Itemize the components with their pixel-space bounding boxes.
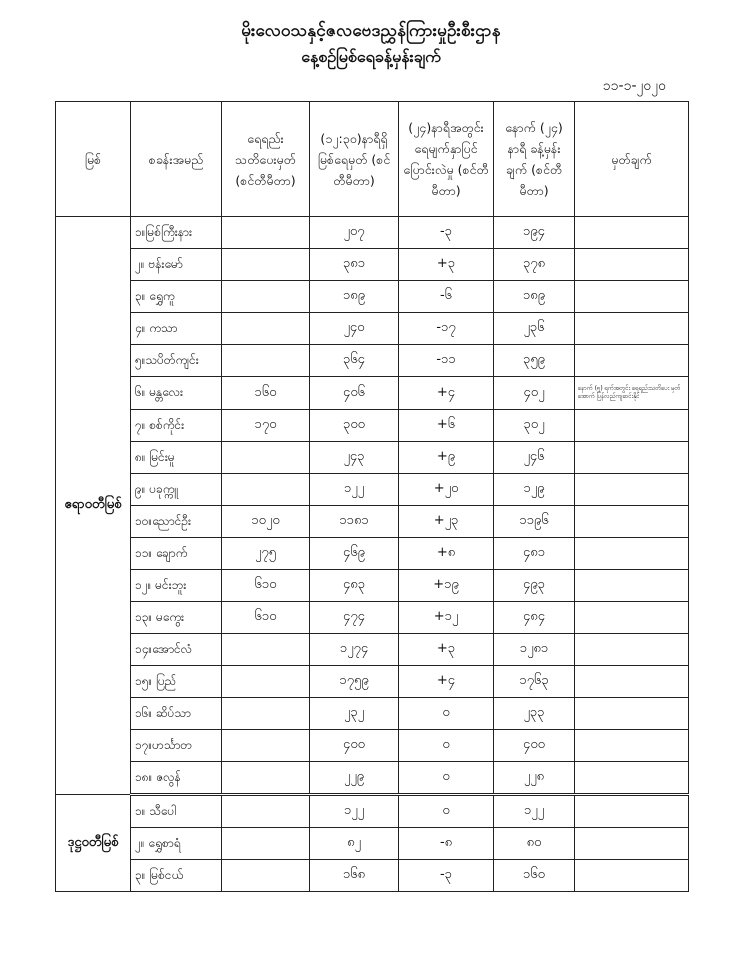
forecast-cell: ၃၀၂ [494,410,575,442]
danger-level-cell [222,860,310,892]
change-cell: ၀ [399,795,494,828]
danger-level-cell: ၁၀၂၀ [222,506,310,538]
water-level-cell: ၂၂၉ [310,762,399,795]
remark-cell [575,345,689,377]
water-level-cell: ၁၂၇၄ [310,634,399,666]
station-name-cell: ၁၅။ ပြည် [131,666,222,698]
table-row [56,602,689,634]
forecast-cell: ၃၅၉ [494,345,575,377]
forecast-cell: ၄၀၀ [494,730,575,762]
forecast-cell: ၈၀ [494,828,575,860]
station-name-cell: ၂။ ဗန်းမော် [131,249,222,281]
water-level-cell: ၂၃၂ [310,698,399,730]
danger-level-cell: ၆၁၀ [222,602,310,634]
change-cell: +၁၉ [399,570,494,602]
remark-cell: နောက် (၅) ရက်အတွင်း ရေရည်းသတိပေး မှတ်အောက် ပြန်လည်ကျဆင်းနိုင် [575,377,689,410]
forecast-cell: ၁၂၉ [494,474,575,506]
danger-level-cell [222,345,310,377]
table-row [56,249,689,281]
table-row [56,538,689,570]
remark-cell [575,570,689,602]
water-level-cell: ၄၈၃ [310,570,399,602]
report-subtitle: နေ့စဉ်မြစ်ရေခန့်မှန်းချက် [301,47,441,66]
station-name-cell: ၁၈။ ဇလွန် [131,762,222,795]
table-row [56,377,689,410]
danger-level-cell [222,281,310,313]
forecast-cell: ၁၁၉၆ [494,506,575,538]
water-level-cell: ၁၈၉ [310,281,399,313]
water-level-cell: ၃၆၄ [310,345,399,377]
water-level-cell: ၁၁၈၁ [310,506,399,538]
change-cell: +၂၃ [399,506,494,538]
header-river: မြစ် [56,102,131,217]
report-date: ၁၁-၁-၂၀၂၀ [602,78,666,94]
change-cell: +၄ [399,377,494,410]
river-group-name: ဒုဋ္ဌဝတီမြစ် [56,795,131,892]
danger-level-cell [222,698,310,730]
table-row [56,313,689,345]
danger-level-cell [222,313,310,345]
change-cell: +၉ [399,442,494,474]
forecast-cell: ၁၂၂ [494,795,575,828]
danger-level-cell [222,474,310,506]
change-cell: +၈ [399,538,494,570]
danger-level-cell: ၆၁၀ [222,570,310,602]
station-name-cell: ၁။ သီပေါ [131,795,222,828]
table-row [56,345,689,377]
water-level-cell: ၄၀၀ [310,730,399,762]
change-cell: +၃ [399,249,494,281]
table-row [56,828,689,860]
remark-cell [575,828,689,860]
change-cell: -၈ [399,828,494,860]
table-row [56,281,689,313]
remark-cell [575,666,689,698]
table-row [56,730,689,762]
danger-level-cell [222,730,310,762]
change-cell: ၀ [399,762,494,795]
water-level-cell: ၁၂၂ [310,795,399,828]
remark-cell [575,410,689,442]
danger-level-cell [222,442,310,474]
station-name-cell: ၈။ မြင်းမူ [131,442,222,474]
header-station: စခန်းအမည် [131,102,222,217]
change-cell: -၃ [399,217,494,249]
change-cell: -၃ [399,860,494,892]
change-cell: +၁၂ [399,602,494,634]
water-level-cell: ၈၂ [310,828,399,860]
forecast-cell: ၂၂၈ [494,762,575,795]
remark-cell [575,281,689,313]
water-level-cell: ၁၂၂ [310,474,399,506]
water-level-cell: ၄၀၆ [310,377,399,410]
forecast-cell: ၁၉၄ [494,217,575,249]
station-name-cell: ၁၄။အောင်လံ [131,634,222,666]
water-level-cell: ၃၀၀ [310,410,399,442]
table-row [56,795,689,828]
table-row [56,666,689,698]
table-row [56,442,689,474]
danger-level-cell [222,666,310,698]
water-level-cell: ၂၄၀ [310,313,399,345]
remark-cell [575,506,689,538]
change-cell: -၁၇ [399,313,494,345]
change-cell: +၄ [399,666,494,698]
header-forecast: နောက် (၂၄) နာရီ ခန့်မှန်းချက် (စင်တီမီတာ) [494,102,575,217]
table-row [56,698,689,730]
remark-cell [575,313,689,345]
danger-level-cell [222,828,310,860]
station-name-cell: ၆။ မန္တလေး [131,377,222,410]
water-level-cell: ၁၇၅၉ [310,666,399,698]
table-header-row [56,102,689,217]
station-name-cell: ၁၀။ညောင်ဦး [131,506,222,538]
remark-cell [575,795,689,828]
station-name-cell: ၉။ ပခုက္ကူ [131,474,222,506]
remark-cell [575,730,689,762]
table-row [56,860,689,892]
station-name-cell: ၄။ ကသာ [131,313,222,345]
water-level-cell: ၂၄၃ [310,442,399,474]
station-name-cell: ၅။သပိတ်ကျင်း [131,345,222,377]
station-name-cell: ၁၁။ ချောက် [131,538,222,570]
station-name-cell: ၇။ စစ်ကိုင်း [131,410,222,442]
change-cell: +၃ [399,634,494,666]
table-row [56,634,689,666]
river-forecast-table [55,101,689,892]
danger-level-cell [222,217,310,249]
change-cell: -၆ [399,281,494,313]
danger-level-cell [222,634,310,666]
forecast-cell: ၂၄၆ [494,442,575,474]
header-water-level: (၁၂:၃၀)နာရီရှိ မြစ်ရေမှတ် (စင်တီမီတာ) [310,102,399,217]
forecast-cell: ၃၇၈ [494,249,575,281]
water-level-cell: ၃၈၁ [310,249,399,281]
table-body [56,217,689,892]
station-name-cell: ၁၃။ မကွေး [131,602,222,634]
header-danger-level: ရေရည်း သတိပေးမှတ် (စင်တီမီတာ) [222,102,310,217]
water-level-cell: ၄၆၉ [310,538,399,570]
remark-cell [575,217,689,249]
change-cell: ၀ [399,730,494,762]
change-cell: -၁၁ [399,345,494,377]
forecast-cell: ၁၂၈၁ [494,634,575,666]
header-remark: မှတ်ချက် [575,102,689,217]
station-name-cell: ၁၆။ ဆိပ်သာ [131,698,222,730]
danger-level-cell [222,762,310,795]
station-name-cell: ၁၂။ မင်းဘူး [131,570,222,602]
remark-cell [575,860,689,892]
water-level-cell: ၂၀၇ [310,217,399,249]
station-name-cell: ၁၇။ဟင်္သာတ [131,730,222,762]
change-cell: +၆ [399,410,494,442]
forecast-cell: ၄၈၄ [494,602,575,634]
remark-cell [575,634,689,666]
department-title: မိုးလေဝသနှင့်ဇလဗေဒညွှန်ကြားမှုဦးစီးဌာန [241,21,501,41]
danger-level-cell: ၂၇၅ [222,538,310,570]
forecast-cell: ၄၉၃ [494,570,575,602]
remark-cell [575,249,689,281]
forecast-cell: ၁၈၉ [494,281,575,313]
danger-level-cell [222,249,310,281]
table-row [56,570,689,602]
table-row [56,474,689,506]
station-name-cell: ၃။ မြစ်ငယ် [131,860,222,892]
remark-cell [575,474,689,506]
table-row [56,506,689,538]
forecast-cell: ၄၀၂ [494,377,575,410]
table-row [56,762,689,795]
forecast-cell: ၄၈၁ [494,538,575,570]
forecast-cell: ၂၃၃ [494,698,575,730]
station-name-cell: ၁။မြစ်ကြီးနား [131,217,222,249]
remark-cell [575,538,689,570]
change-cell: +၂၀ [399,474,494,506]
water-level-cell: ၁၆၈ [310,860,399,892]
forecast-cell: ၁၆၀ [494,860,575,892]
danger-level-cell: ၁၆၀ [222,377,310,410]
header-change: (၂၄)နာရီအတွင်း ရေမျက်နှာပြင် ပြောင်းလဲမှု (စင်တီမီတာ) [399,102,494,217]
danger-level-cell [222,795,310,828]
remark-cell [575,762,689,795]
table-row [56,217,689,249]
remark-cell [575,698,689,730]
table-row [56,410,689,442]
danger-level-cell: ၁၇၀ [222,410,310,442]
change-cell: ၀ [399,698,494,730]
remark-cell [575,442,689,474]
water-level-cell: ၄၇၄ [310,602,399,634]
forecast-cell: ၁၇၆၃ [494,666,575,698]
remark-cell [575,602,689,634]
station-name-cell: ၂။ ရွှေစာရံ [131,828,222,860]
river-group-name: ဧရာဝတီမြစ် [56,217,131,795]
station-name-cell: ၃။ ရွှေကူ [131,281,222,313]
forecast-cell: ၂၃၆ [494,313,575,345]
